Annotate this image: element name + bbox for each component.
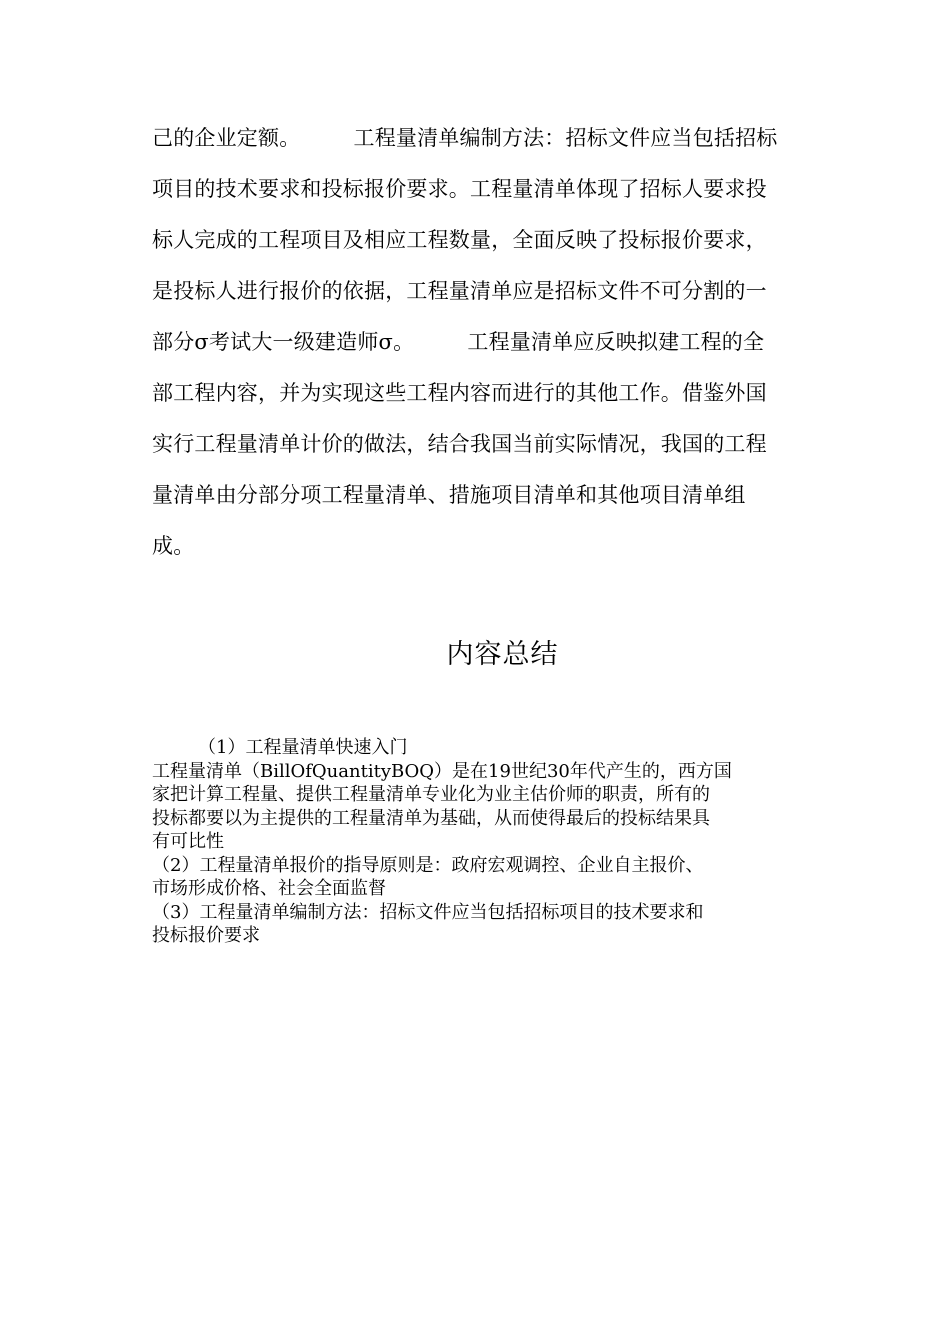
paragraph-line: 量清单由分部分项工程量清单、措施项目清单和其他项目清单组 [152, 483, 746, 507]
summary-line: 投标都要以为主提供的工程量清单为基础，从而使得最后的投标结果具 [152, 807, 710, 829]
summary-line: （3）工程量清单编制方法：招标文件应当包括招标项目的技术要求和 [152, 901, 704, 923]
paragraph-line: 成。 [152, 534, 195, 558]
summary-line: （2）工程量清单报价的指导原则是：政府宏观调控、企业自主报价、 [152, 854, 704, 876]
summary-title: 内容总结 [446, 639, 559, 670]
summary-section [152, 736, 812, 948]
paragraph-line: 己的企业定额。 工程量清单编制方法：招标文件应当包括招标 [152, 126, 778, 150]
summary-line: 市场形成价格、社会全面监督 [152, 878, 386, 899]
summary-line: 投标报价要求 [152, 925, 260, 946]
body-paragraph [152, 116, 812, 575]
paragraph-line: 是投标人进行报价的依据，工程量清单应是招标文件不可分割的一 [152, 279, 767, 303]
paragraph-line: 项目的技术要求和投标报价要求。工程量清单体现了招标人要求投 [152, 177, 767, 201]
summary-line: （1）工程量清单快速入门 [198, 737, 408, 758]
summary-line: 家把计算工程量、提供工程量清单专业化为业主估价师的职责，所有的 [152, 784, 710, 805]
paragraph-line: 实行工程量清单计价的做法，结合我国当前实际情况，我国的工程 [152, 432, 767, 456]
summary-line: 有可比性 [152, 831, 224, 852]
paragraph-line: 部分σ考试大一级建造师σ。 工程量清单应反映拟建工程的全 [152, 330, 765, 354]
paragraph-line: 部工程内容，并为实现这些工程内容而进行的其他工作。借鉴外国 [152, 381, 767, 405]
summary-line: 工程量清单（BillOfQuantityBOQ）是在19世纪30年代产生的，西方国 [152, 760, 732, 782]
paragraph-line: 标人完成的工程项目及相应工程数量，全面反映了投标报价要求， [152, 228, 767, 252]
